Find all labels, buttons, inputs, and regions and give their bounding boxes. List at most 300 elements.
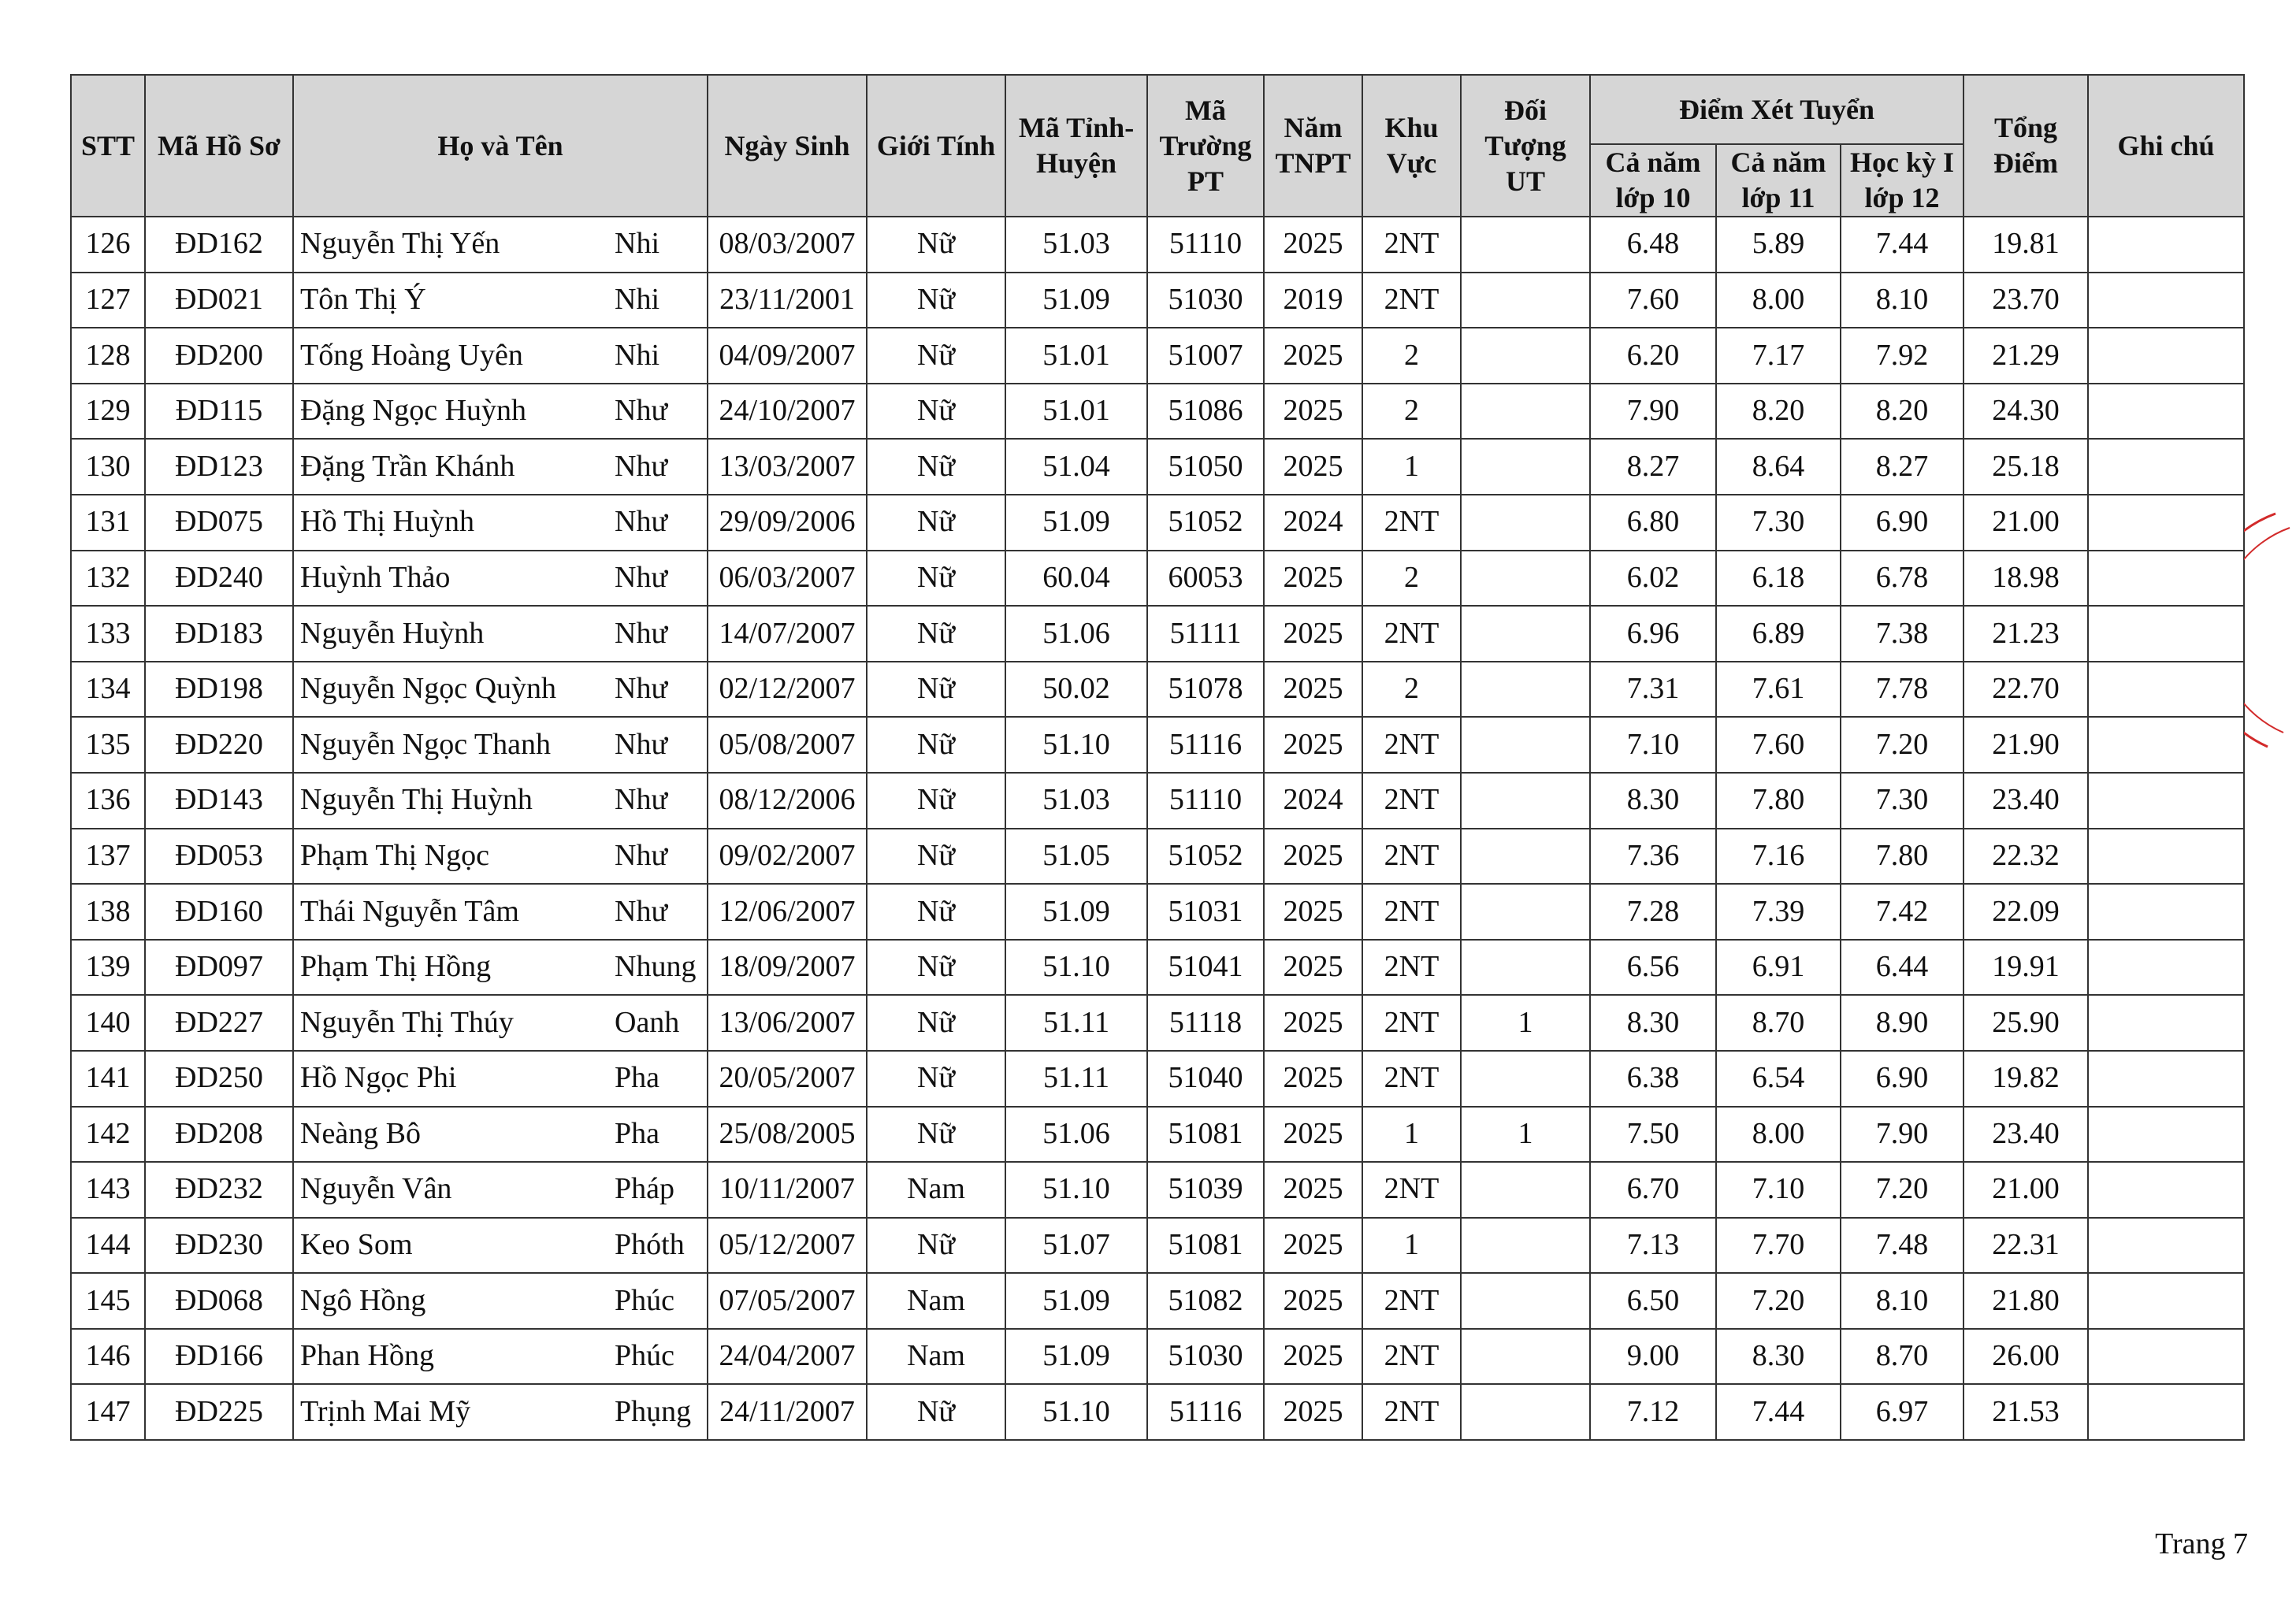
cell-nam-tnpt: 2025 [1264,940,1362,996]
cell-ma-ho-so: ĐD225 [145,1384,293,1440]
cell-ma-tinh-huyen: 50.02 [1005,662,1147,718]
cell-ngay-sinh: 13/03/2007 [708,439,867,495]
cell-ma-ho-so: ĐD021 [145,273,293,328]
cell-ten: Như [599,884,708,940]
cell-ngay-sinh: 29/09/2006 [708,495,867,551]
cell-ten: Pha [599,1107,708,1163]
cell-ma-truong: 51116 [1147,717,1264,773]
cell-tong-diem: 21.80 [1963,1273,2088,1329]
cell-ghi-chu [2088,273,2244,328]
cell-ghi-chu [2088,1329,2244,1385]
cell-gioi-tinh: Nữ [867,662,1005,718]
cell-stt: 133 [71,606,145,662]
cell-ma-tinh-huyen: 51.10 [1005,940,1147,996]
cell-khu-vuc: 1 [1362,439,1461,495]
cell-ma-truong: 51110 [1147,217,1264,273]
col-ho-va-ten: Họ và Tên [293,75,708,217]
cell-nam-tnpt: 2025 [1264,1329,1362,1385]
cell-tong-diem: 19.81 [1963,217,2088,273]
cell-diem-lop-11: 7.39 [1716,884,1841,940]
cell-ghi-chu [2088,662,2244,718]
cell-diem-lop-11: 8.20 [1716,384,1841,440]
cell-ma-ho-so: ĐD053 [145,829,293,885]
cell-diem-lop-12: 6.97 [1841,1384,1963,1440]
cell-diem-lop-12: 7.90 [1841,1107,1963,1163]
cell-gioi-tinh: Nữ [867,1107,1005,1163]
cell-khu-vuc: 2 [1362,328,1461,384]
cell-diem-lop-12: 7.44 [1841,217,1963,273]
cell-diem-lop-10: 7.60 [1590,273,1716,328]
cell-stt: 144 [71,1218,145,1274]
cell-gioi-tinh: Nữ [867,1218,1005,1274]
cell-ho-dem: Nguyễn Ngọc Quỳnh [293,662,599,718]
cell-nam-tnpt: 2024 [1264,773,1362,829]
cell-stt: 134 [71,662,145,718]
table-row [71,1107,2244,1163]
cell-ghi-chu [2088,884,2244,940]
cell-gioi-tinh: Nữ [867,773,1005,829]
col-ma-tinh-huyen: Mã Tỉnh-Huyện [1005,75,1147,217]
col-ghi-chu: Ghi chú [2088,75,2244,217]
cell-ma-ho-so: ĐD220 [145,717,293,773]
cell-doi-tuong [1461,1329,1590,1385]
cell-tong-diem: 19.91 [1963,940,2088,996]
cell-ma-truong: 51052 [1147,495,1264,551]
cell-tong-diem: 25.18 [1963,439,2088,495]
table-row [71,1218,2244,1274]
cell-tong-diem: 18.98 [1963,551,2088,607]
cell-ngay-sinh: 24/10/2007 [708,384,867,440]
cell-ten: Như [599,551,708,607]
col-ma-truong-pt: Mã Trường PT [1147,75,1264,217]
cell-ho-dem: Đặng Ngọc Huỳnh [293,384,599,440]
cell-ho-dem: Nguyễn Thị Yến [293,217,599,273]
table-row [71,551,2244,607]
cell-khu-vuc: 2NT [1362,1329,1461,1385]
admission-table [70,74,2245,1441]
cell-doi-tuong [1461,717,1590,773]
cell-ma-truong: 51007 [1147,328,1264,384]
col-gioi-tinh: Giới Tính [867,75,1005,217]
cell-ma-truong: 51050 [1147,439,1264,495]
cell-ten: Phúc [599,1273,708,1329]
cell-ho-dem: Trịnh Mai Mỹ [293,1384,599,1440]
cell-ngay-sinh: 18/09/2007 [708,940,867,996]
cell-stt: 136 [71,773,145,829]
cell-ten: Như [599,662,708,718]
cell-gioi-tinh: Nữ [867,551,1005,607]
table-row [71,1329,2244,1385]
cell-ma-ho-so: ĐD183 [145,606,293,662]
cell-diem-lop-12: 6.78 [1841,551,1963,607]
cell-diem-lop-12: 7.20 [1841,717,1963,773]
cell-gioi-tinh: Nữ [867,606,1005,662]
cell-stt: 128 [71,328,145,384]
cell-stt: 129 [71,384,145,440]
cell-diem-lop-11: 6.54 [1716,1051,1841,1107]
table-row [71,1051,2244,1107]
cell-doi-tuong [1461,273,1590,328]
cell-doi-tuong [1461,439,1590,495]
cell-ma-ho-so: ĐD230 [145,1218,293,1274]
cell-ngay-sinh: 23/11/2001 [708,273,867,328]
cell-doi-tuong [1461,829,1590,885]
cell-ma-tinh-huyen: 51.01 [1005,384,1147,440]
cell-doi-tuong [1461,1273,1590,1329]
cell-gioi-tinh: Nữ [867,940,1005,996]
cell-ngay-sinh: 05/08/2007 [708,717,867,773]
cell-tong-diem: 21.53 [1963,1384,2088,1440]
cell-doi-tuong [1461,217,1590,273]
cell-diem-lop-10: 6.56 [1590,940,1716,996]
cell-ma-tinh-huyen: 51.01 [1005,328,1147,384]
cell-khu-vuc: 2NT [1362,1051,1461,1107]
cell-diem-lop-12: 6.90 [1841,1051,1963,1107]
cell-nam-tnpt: 2025 [1264,1218,1362,1274]
cell-stt: 147 [71,1384,145,1440]
cell-diem-lop-10: 6.02 [1590,551,1716,607]
table-row [71,662,2244,718]
col-nam-tnpt: Năm TNPT [1264,75,1362,217]
cell-diem-lop-10: 7.90 [1590,384,1716,440]
cell-khu-vuc: 2NT [1362,773,1461,829]
cell-gioi-tinh: Nữ [867,884,1005,940]
cell-gioi-tinh: Nữ [867,1051,1005,1107]
cell-ghi-chu [2088,717,2244,773]
cell-tong-diem: 23.40 [1963,1107,2088,1163]
cell-khu-vuc: 2NT [1362,884,1461,940]
col-doi-tuong-ut: Đối Tượng UT [1461,75,1590,217]
cell-ho-dem: Nguyễn Thị Huỳnh [293,773,599,829]
cell-ma-truong: 51110 [1147,773,1264,829]
table-row [71,606,2244,662]
cell-doi-tuong [1461,1162,1590,1218]
cell-khu-vuc: 2NT [1362,1384,1461,1440]
cell-ten: Nhung [599,940,708,996]
cell-diem-lop-12: 7.30 [1841,773,1963,829]
cell-ma-ho-so: ĐD227 [145,995,293,1051]
cell-tong-diem: 22.32 [1963,829,2088,885]
cell-diem-lop-12: 7.92 [1841,328,1963,384]
cell-tong-diem: 25.90 [1963,995,2088,1051]
cell-doi-tuong [1461,1218,1590,1274]
cell-ten: Như [599,773,708,829]
cell-ngay-sinh: 25/08/2005 [708,1107,867,1163]
cell-nam-tnpt: 2025 [1264,829,1362,885]
table-row [71,217,2244,273]
table-body [71,217,2244,1440]
cell-ma-truong: 51116 [1147,1384,1264,1440]
table-row [71,995,2244,1051]
col-ca-nam-lop-10: Cả năm lớp 10 [1590,144,1716,217]
cell-diem-lop-10: 8.30 [1590,995,1716,1051]
cell-tong-diem: 24.30 [1963,384,2088,440]
cell-khu-vuc: 2NT [1362,940,1461,996]
cell-tong-diem: 26.00 [1963,1329,2088,1385]
cell-ma-tinh-huyen: 51.09 [1005,884,1147,940]
cell-ghi-chu [2088,606,2244,662]
cell-ngay-sinh: 02/12/2007 [708,662,867,718]
page-number: Trang 7 [2155,1527,2248,1560]
cell-ngay-sinh: 08/12/2006 [708,773,867,829]
cell-diem-lop-11: 7.70 [1716,1218,1841,1274]
cell-ho-dem: Tôn Thị Ý [293,273,599,328]
cell-ngay-sinh: 05/12/2007 [708,1218,867,1274]
cell-ma-truong: 51030 [1147,1329,1264,1385]
cell-diem-lop-10: 8.30 [1590,773,1716,829]
cell-ghi-chu [2088,829,2244,885]
red-stamp-fragment [2244,512,2296,748]
cell-ma-ho-so: ĐD123 [145,439,293,495]
cell-ma-truong: 51082 [1147,1273,1264,1329]
cell-khu-vuc: 2 [1362,551,1461,607]
cell-tong-diem: 23.40 [1963,773,2088,829]
cell-ma-tinh-huyen: 51.09 [1005,1273,1147,1329]
cell-stt: 142 [71,1107,145,1163]
cell-tong-diem: 19.82 [1963,1051,2088,1107]
cell-tong-diem: 21.00 [1963,495,2088,551]
cell-khu-vuc: 2NT [1362,606,1461,662]
cell-ghi-chu [2088,1384,2244,1440]
cell-diem-lop-10: 8.27 [1590,439,1716,495]
cell-ten: Nhi [599,328,708,384]
cell-ghi-chu [2088,995,2244,1051]
cell-doi-tuong [1461,606,1590,662]
cell-doi-tuong: 1 [1461,995,1590,1051]
cell-stt: 141 [71,1051,145,1107]
cell-diem-lop-11: 7.17 [1716,328,1841,384]
cell-diem-lop-12: 7.78 [1841,662,1963,718]
cell-khu-vuc: 2NT [1362,495,1461,551]
cell-stt: 139 [71,940,145,996]
cell-ma-truong: 51081 [1147,1218,1264,1274]
cell-doi-tuong [1461,1051,1590,1107]
col-khu-vuc: Khu Vực [1362,75,1461,217]
table-row [71,439,2244,495]
cell-diem-lop-11: 7.30 [1716,495,1841,551]
cell-gioi-tinh: Nữ [867,328,1005,384]
cell-diem-lop-12: 6.44 [1841,940,1963,996]
cell-ma-tinh-huyen: 51.09 [1005,1329,1147,1385]
cell-ghi-chu [2088,1273,2244,1329]
cell-nam-tnpt: 2025 [1264,1384,1362,1440]
cell-khu-vuc: 2 [1362,384,1461,440]
cell-khu-vuc: 2NT [1362,995,1461,1051]
cell-doi-tuong [1461,662,1590,718]
cell-ma-ho-so: ĐD115 [145,384,293,440]
cell-ma-tinh-huyen: 51.04 [1005,439,1147,495]
col-ca-nam-lop-11: Cả năm lớp 11 [1716,144,1841,217]
cell-ten: Pháp [599,1162,708,1218]
cell-ten: Pha [599,1051,708,1107]
cell-ma-ho-so: ĐD166 [145,1329,293,1385]
cell-ngay-sinh: 24/04/2007 [708,1329,867,1385]
cell-ma-truong: 51052 [1147,829,1264,885]
cell-ghi-chu [2088,1162,2244,1218]
cell-gioi-tinh: Nữ [867,495,1005,551]
cell-diem-lop-12: 6.90 [1841,495,1963,551]
cell-ma-ho-so: ĐD240 [145,551,293,607]
cell-gioi-tinh: Nam [867,1329,1005,1385]
cell-ma-tinh-huyen: 51.11 [1005,995,1147,1051]
cell-nam-tnpt: 2019 [1264,273,1362,328]
cell-ho-dem: Nguyễn Thị Thúy [293,995,599,1051]
cell-diem-lop-12: 8.20 [1841,384,1963,440]
cell-diem-lop-10: 6.48 [1590,217,1716,273]
cell-ma-truong: 51081 [1147,1107,1264,1163]
cell-ma-truong: 60053 [1147,551,1264,607]
cell-doi-tuong [1461,495,1590,551]
cell-diem-lop-12: 7.48 [1841,1218,1963,1274]
cell-ngay-sinh: 07/05/2007 [708,1273,867,1329]
cell-diem-lop-11: 6.89 [1716,606,1841,662]
cell-ten: Phúc [599,1329,708,1385]
col-ma-ho-so: Mã Hồ Sơ [145,75,293,217]
cell-khu-vuc: 2NT [1362,829,1461,885]
cell-ma-tinh-huyen: 51.03 [1005,217,1147,273]
cell-diem-lop-12: 7.42 [1841,884,1963,940]
cell-ten: Phóth [599,1218,708,1274]
cell-gioi-tinh: Nam [867,1273,1005,1329]
cell-khu-vuc: 2NT [1362,717,1461,773]
table-row [71,829,2244,885]
cell-ma-ho-so: ĐD250 [145,1051,293,1107]
cell-ma-tinh-huyen: 51.07 [1005,1218,1147,1274]
cell-stt: 126 [71,217,145,273]
cell-diem-lop-10: 7.31 [1590,662,1716,718]
cell-diem-lop-11: 8.00 [1716,1107,1841,1163]
cell-ma-ho-so: ĐD232 [145,1162,293,1218]
cell-ma-ho-so: ĐD097 [145,940,293,996]
cell-diem-lop-11: 7.60 [1716,717,1841,773]
cell-diem-lop-10: 9.00 [1590,1329,1716,1385]
cell-nam-tnpt: 2025 [1264,1107,1362,1163]
cell-diem-lop-12: 8.90 [1841,995,1963,1051]
cell-nam-tnpt: 2025 [1264,995,1362,1051]
cell-diem-lop-11: 7.44 [1716,1384,1841,1440]
cell-ghi-chu [2088,773,2244,829]
table-row [71,773,2244,829]
cell-diem-lop-10: 7.13 [1590,1218,1716,1274]
table-row [71,884,2244,940]
cell-stt: 130 [71,439,145,495]
cell-diem-lop-10: 7.10 [1590,717,1716,773]
cell-diem-lop-11: 6.18 [1716,551,1841,607]
cell-ghi-chu [2088,495,2244,551]
cell-ten: Phụng [599,1384,708,1440]
cell-tong-diem: 23.70 [1963,273,2088,328]
cell-gioi-tinh: Nữ [867,995,1005,1051]
cell-tong-diem: 21.23 [1963,606,2088,662]
cell-khu-vuc: 2 [1362,662,1461,718]
cell-ho-dem: Hồ Thị Huỳnh [293,495,599,551]
cell-diem-lop-12: 8.10 [1841,1273,1963,1329]
cell-diem-lop-10: 6.80 [1590,495,1716,551]
cell-ma-truong: 51118 [1147,995,1264,1051]
table-row [71,1273,2244,1329]
cell-diem-lop-11: 8.70 [1716,995,1841,1051]
cell-ten: Như [599,495,708,551]
cell-diem-lop-12: 7.80 [1841,829,1963,885]
header-row [71,75,2244,144]
cell-ma-tinh-huyen: 51.11 [1005,1051,1147,1107]
cell-ma-ho-so: ĐD143 [145,773,293,829]
cell-diem-lop-10: 6.20 [1590,328,1716,384]
cell-nam-tnpt: 2025 [1264,717,1362,773]
cell-ten: Như [599,439,708,495]
cell-diem-lop-10: 6.70 [1590,1162,1716,1218]
cell-ma-ho-so: ĐD208 [145,1107,293,1163]
cell-ngay-sinh: 14/07/2007 [708,606,867,662]
cell-ho-dem: Nguyễn Vân [293,1162,599,1218]
cell-diem-lop-12: 8.10 [1841,273,1963,328]
cell-ngay-sinh: 04/09/2007 [708,328,867,384]
cell-ho-dem: Đặng Trần Khánh [293,439,599,495]
cell-ma-truong: 51030 [1147,273,1264,328]
cell-stt: 145 [71,1273,145,1329]
cell-nam-tnpt: 2025 [1264,384,1362,440]
cell-ma-truong: 51039 [1147,1162,1264,1218]
cell-ten: Nhi [599,217,708,273]
cell-ngay-sinh: 10/11/2007 [708,1162,867,1218]
cell-ma-ho-so: ĐD068 [145,1273,293,1329]
table-row [71,717,2244,773]
cell-diem-lop-11: 5.89 [1716,217,1841,273]
cell-nam-tnpt: 2025 [1264,439,1362,495]
cell-diem-lop-12: 8.27 [1841,439,1963,495]
cell-ngay-sinh: 24/11/2007 [708,1384,867,1440]
cell-ngay-sinh: 08/03/2007 [708,217,867,273]
cell-diem-lop-11: 7.61 [1716,662,1841,718]
col-diem-xet-tuyen: Điểm Xét Tuyển [1590,75,1963,144]
cell-ho-dem: Nguyễn Huỳnh [293,606,599,662]
cell-ma-truong: 51041 [1147,940,1264,996]
table-row [71,1384,2244,1440]
cell-stt: 131 [71,495,145,551]
table-row [71,273,2244,328]
cell-ma-tinh-huyen: 51.09 [1005,495,1147,551]
cell-ma-tinh-huyen: 51.05 [1005,829,1147,885]
cell-ho-dem: Ngô Hồng [293,1273,599,1329]
cell-ma-tinh-huyen: 51.10 [1005,717,1147,773]
cell-stt: 132 [71,551,145,607]
cell-ma-tinh-huyen: 51.06 [1005,606,1147,662]
cell-doi-tuong [1461,940,1590,996]
cell-stt: 140 [71,995,145,1051]
table-row [71,1162,2244,1218]
cell-nam-tnpt: 2025 [1264,1273,1362,1329]
cell-diem-lop-10: 7.50 [1590,1107,1716,1163]
cell-ho-dem: Hồ Ngọc Phi [293,1051,599,1107]
cell-tong-diem: 22.09 [1963,884,2088,940]
cell-diem-lop-10: 6.96 [1590,606,1716,662]
cell-ngay-sinh: 20/05/2007 [708,1051,867,1107]
cell-ma-tinh-huyen: 51.06 [1005,1107,1147,1163]
cell-ghi-chu [2088,1051,2244,1107]
cell-ho-dem: Nguyễn Ngọc Thanh [293,717,599,773]
cell-ten: Như [599,606,708,662]
cell-tong-diem: 21.29 [1963,328,2088,384]
cell-diem-lop-10: 7.28 [1590,884,1716,940]
cell-ma-ho-so: ĐD162 [145,217,293,273]
cell-doi-tuong [1461,551,1590,607]
cell-khu-vuc: 1 [1362,1107,1461,1163]
cell-ten: Nhi [599,273,708,328]
cell-ma-ho-so: ĐD160 [145,884,293,940]
cell-diem-lop-11: 6.91 [1716,940,1841,996]
cell-nam-tnpt: 2025 [1264,1162,1362,1218]
cell-khu-vuc: 2NT [1362,217,1461,273]
